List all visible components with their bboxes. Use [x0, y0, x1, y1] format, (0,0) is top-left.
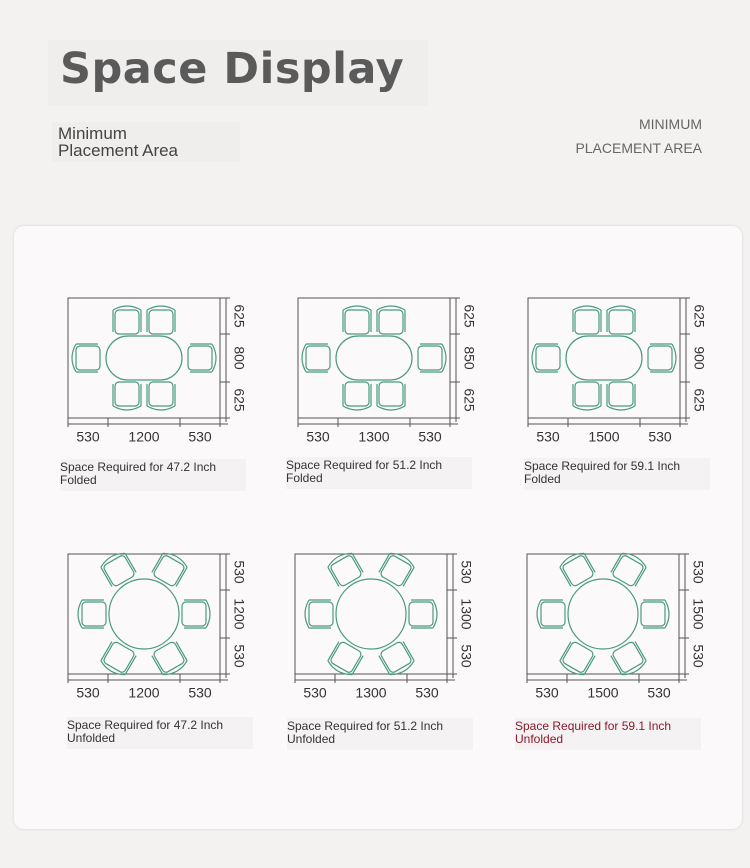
- round-table: [336, 579, 406, 649]
- floor-plan-svg: [524, 294, 734, 464]
- floor-plan-svg: [294, 294, 504, 464]
- oval-table: [566, 336, 642, 380]
- chair-icon: [305, 600, 333, 628]
- caption-line2: Unfolded: [515, 732, 564, 746]
- chair-icon: [537, 600, 565, 628]
- page-title: Space Display: [60, 44, 405, 94]
- chair-back: [573, 306, 601, 310]
- caption-line1: Space Required for 47.2 Inch: [60, 460, 217, 474]
- dim-label-side: 625: [461, 304, 478, 328]
- diagram-folded-59: [524, 294, 734, 464]
- dim-label-bottom: 1500: [588, 428, 620, 445]
- dim-label-side: 530: [458, 560, 475, 584]
- dim-label-bottom: 530: [188, 684, 212, 701]
- dim-label-bottom: 530: [76, 428, 100, 445]
- caption-unfolded-47: [67, 717, 253, 749]
- chair-seat: [309, 602, 333, 626]
- dim-label-bottom: 530: [648, 428, 672, 445]
- diagram-folded-47: [64, 294, 274, 464]
- dim-label-side: 1200: [231, 598, 248, 630]
- caption-line1: Space Required for 47.2 Inch: [67, 718, 224, 732]
- chair-seat: [379, 310, 403, 334]
- round-table: [568, 579, 638, 649]
- chair-back: [212, 344, 216, 372]
- chair-icon: [607, 306, 635, 334]
- chair-seat: [575, 310, 599, 334]
- chair-back: [442, 344, 446, 372]
- chair-seat: [409, 602, 433, 626]
- chair-back: [343, 406, 371, 410]
- subtitle-line1: Minimum: [58, 124, 127, 143]
- dim-label-bottom: 530: [535, 684, 559, 701]
- chair-icon: [182, 600, 210, 628]
- chair-back: [305, 600, 309, 628]
- chair-icon: [641, 600, 669, 628]
- chair-back: [573, 406, 601, 410]
- chair-back: [377, 406, 405, 410]
- diagram-folded-51: [294, 294, 504, 464]
- chair-icon: [147, 382, 175, 410]
- dim-label-side: 850: [461, 346, 478, 370]
- chair-icon: [418, 344, 446, 372]
- chair-seat: [541, 602, 565, 626]
- caption-line2: Unfolded: [287, 732, 336, 746]
- floor-plan-svg: [291, 550, 501, 720]
- floor-plan-svg: [64, 294, 274, 464]
- dim-label-side: 1500: [690, 598, 707, 630]
- chair-seat: [149, 382, 173, 406]
- floor-plan-svg: [523, 550, 733, 720]
- chair-icon: [377, 306, 405, 334]
- caption-line2: Folded: [286, 471, 323, 485]
- chair-back: [147, 306, 175, 310]
- diagram-unfolded-47: [64, 550, 274, 720]
- dim-label-bottom: 530: [415, 684, 439, 701]
- chair-back: [343, 306, 371, 310]
- right-label-line2: PLACEMENT AREA: [575, 140, 702, 156]
- chair-seat: [609, 382, 633, 406]
- dim-label-bottom: 530: [188, 428, 212, 445]
- caption-line1: Space Required for 59.1 Inch: [515, 719, 672, 733]
- caption-folded-59: [524, 458, 710, 490]
- chair-seat: [188, 346, 212, 370]
- caption-line2: Unfolded: [67, 731, 116, 745]
- chair-icon: [573, 306, 601, 334]
- caption-unfolded-59: [515, 718, 701, 750]
- chair-back: [377, 306, 405, 310]
- dim-label-side: 530: [690, 560, 707, 584]
- caption-line1: Space Required for 51.2 Inch: [286, 458, 443, 472]
- dim-label-bottom: 530: [306, 428, 330, 445]
- round-table: [109, 579, 179, 649]
- caption-line2: Folded: [524, 472, 561, 486]
- chair-seat: [641, 602, 665, 626]
- dim-label-bottom: 1200: [128, 684, 160, 701]
- chair-icon: [573, 382, 601, 410]
- dim-label-side: 625: [231, 304, 248, 328]
- caption-folded-47: [60, 459, 246, 491]
- subtitle-line2: Placement Area: [58, 141, 179, 160]
- oval-table: [106, 336, 182, 380]
- dim-label-side: 625: [231, 388, 248, 412]
- chair-icon: [607, 382, 635, 410]
- diagram-unfolded-51: [291, 550, 501, 720]
- dim-label-side: 530: [690, 644, 707, 668]
- chair-seat: [379, 382, 403, 406]
- chair-seat: [345, 382, 369, 406]
- chair-icon: [188, 344, 216, 372]
- chair-back: [302, 344, 306, 372]
- chair-back: [147, 406, 175, 410]
- chair-seat: [182, 602, 206, 626]
- dim-label-bottom: 530: [76, 684, 100, 701]
- chair-seat: [418, 346, 442, 370]
- dim-label-side: 530: [458, 644, 475, 668]
- chair-back: [607, 306, 635, 310]
- dim-label-bottom: 530: [303, 684, 327, 701]
- chair-seat: [115, 310, 139, 334]
- dim-label-side: 625: [691, 388, 708, 412]
- oval-table: [336, 336, 412, 380]
- chair-back: [433, 600, 437, 628]
- caption-folded-51: [286, 457, 472, 489]
- dim-label-bottom: 1200: [128, 428, 160, 445]
- chair-seat: [648, 346, 672, 370]
- floor-plan-svg: [64, 550, 274, 720]
- dim-label-bottom: 530: [536, 428, 560, 445]
- dim-label-side: 800: [231, 346, 248, 370]
- dim-label-side: 1300: [458, 598, 475, 630]
- chair-icon: [72, 344, 100, 372]
- dim-label-side: 530: [231, 644, 248, 668]
- caption-line2: Folded: [60, 473, 97, 487]
- dim-label-side: 530: [231, 560, 248, 584]
- dim-label-bottom: 1300: [358, 428, 390, 445]
- chair-seat: [575, 382, 599, 406]
- subtitle: [58, 125, 258, 159]
- chair-icon: [343, 382, 371, 410]
- dim-label-side: 900: [691, 346, 708, 370]
- dim-label-side: 625: [461, 388, 478, 412]
- diagram-unfolded-59: [523, 550, 733, 720]
- chair-back: [607, 406, 635, 410]
- diagram-card: [14, 226, 742, 829]
- chair-icon: [377, 382, 405, 410]
- caption-line1: Space Required for 59.1 Inch: [524, 459, 681, 473]
- dim-label-bottom: 530: [647, 684, 671, 701]
- chair-icon: [78, 600, 106, 628]
- right-label-line1: MINIMUM: [639, 116, 702, 132]
- dim-label-bottom: 1300: [355, 684, 387, 701]
- dim-label-side: 625: [691, 304, 708, 328]
- chair-seat: [345, 310, 369, 334]
- chair-back: [113, 306, 141, 310]
- chair-icon: [648, 344, 676, 372]
- chair-seat: [306, 346, 330, 370]
- chair-icon: [409, 600, 437, 628]
- chair-back: [113, 406, 141, 410]
- chair-back: [206, 600, 210, 628]
- chair-seat: [115, 382, 139, 406]
- chair-seat: [609, 310, 633, 334]
- chair-seat: [76, 346, 100, 370]
- chair-icon: [113, 382, 141, 410]
- chair-seat: [536, 346, 560, 370]
- chair-icon: [532, 344, 560, 372]
- caption-unfolded-51: [287, 718, 473, 750]
- chair-icon: [343, 306, 371, 334]
- chair-icon: [113, 306, 141, 334]
- chair-icon: [302, 344, 330, 372]
- chair-seat: [82, 602, 106, 626]
- dim-label-bottom: 530: [418, 428, 442, 445]
- caption-line1: Space Required for 51.2 Inch: [287, 719, 444, 733]
- chair-seat: [149, 310, 173, 334]
- chair-icon: [147, 306, 175, 334]
- dim-label-bottom: 1500: [587, 684, 619, 701]
